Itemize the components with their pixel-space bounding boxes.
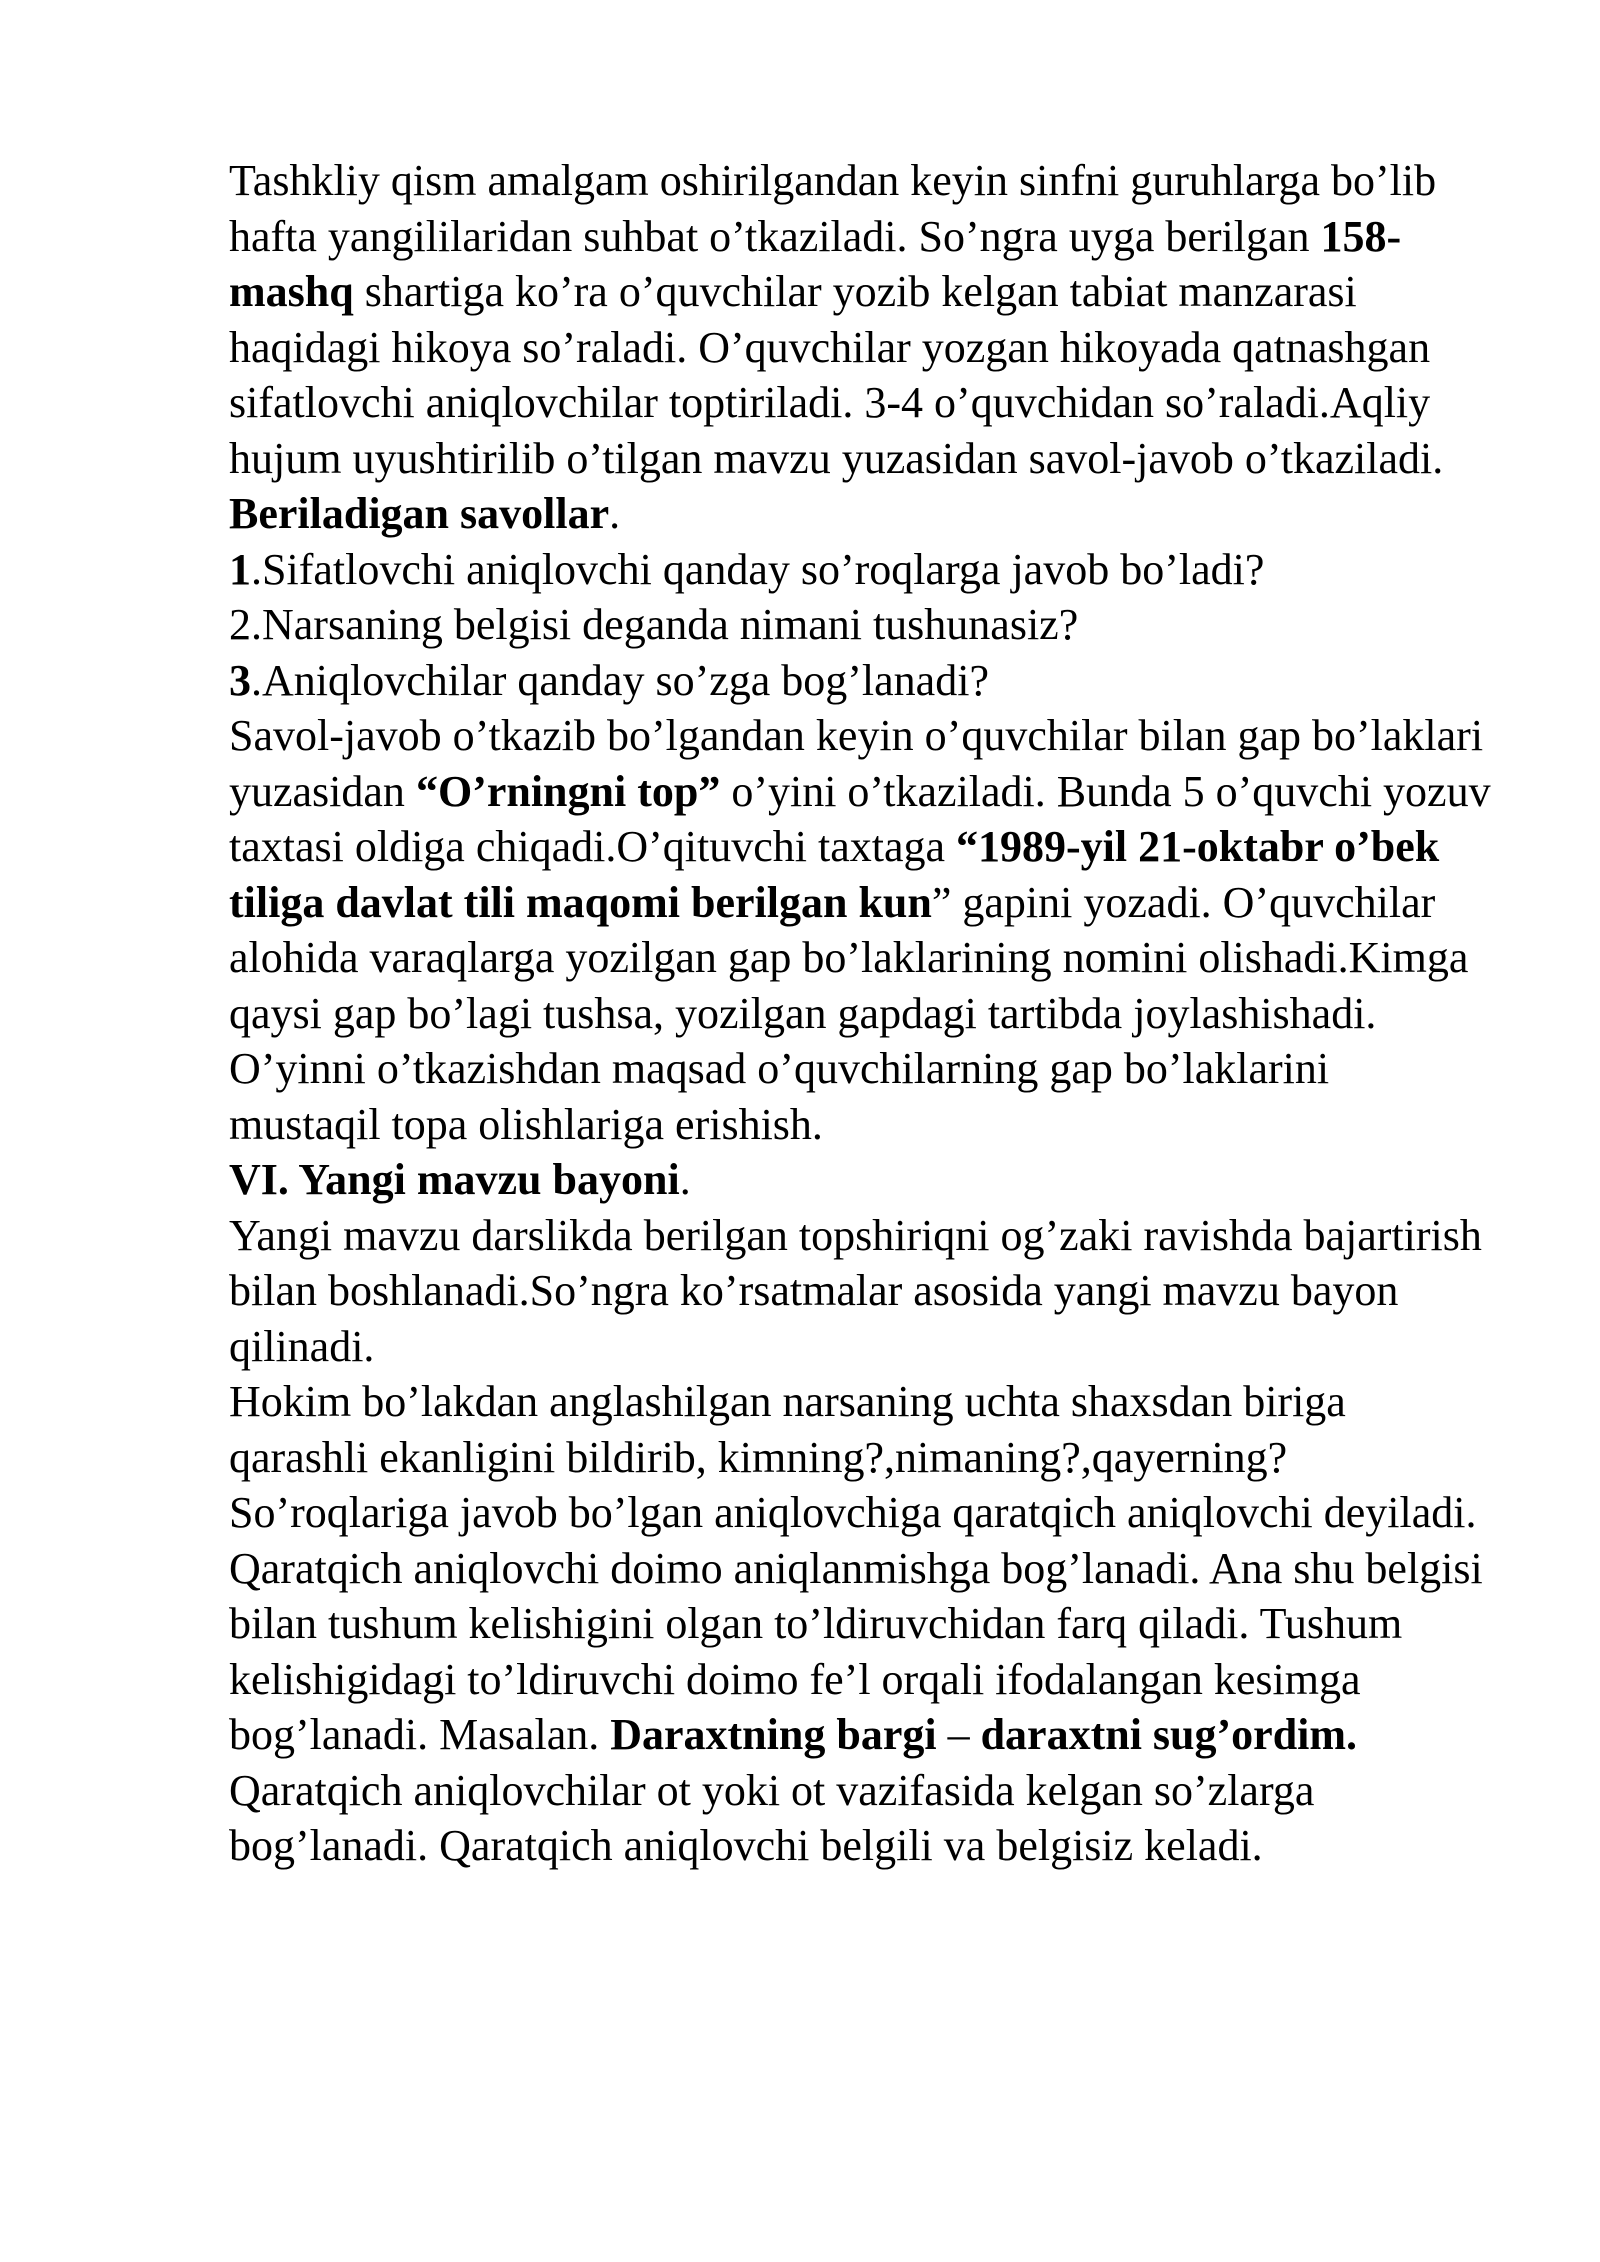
paragraph-intro: [229, 153, 1491, 486]
paragraph-definition: Hokim bo’lakdan anglashilgan narsaning uchta shaxsdan biriga qarashli ekanligini bildirib, kimning?,nimaning?,qayerning? So’roqlariga javob bo’lgan aniqlovchiga qaratqich aniqlovchi deyiladi.: [229, 1377, 1477, 1537]
example-dash: –: [936, 1710, 981, 1759]
example-text-1: Qaratqich aniqlovchi doimo aniqlanmishga bog’lanadi. Ana shu belgisi bilan tushum kelishigini olgan to’ldiruvchidan farq qiladi. Tushum kelishigidagi to’ldiruvchi doimo fe’l orqali ifodalangan kesimga bog’lanadi. Masalan.: [229, 1543, 1483, 1759]
exercise-reference: 158- mashq: [229, 211, 1402, 316]
section-heading-text: VI. Yangi mavzu bayoni: [229, 1155, 680, 1204]
example-bold-2: daraxtni sug’ordim.: [980, 1710, 1358, 1759]
questions-heading-text: Beriladigan savollar: [229, 489, 610, 538]
question-3-text: .Aniqlovchilar qanday so’zga bog’lanadi?: [251, 655, 989, 705]
paragraph-example: [229, 1541, 1491, 1763]
example-bold-1: Daraxtning bargi: [610, 1710, 937, 1759]
intro-text-2: shartiga ko’ra o’quvchilar yozib kelgan tabiat manzarasi haqidagi hikoya so’raladi. O’quvchilar yozgan hikoyada qatnashgan sifatlovchi aniqlovchilar toptiriladi. 3-4 o’quvchidan so’raladi.Aqliy hujum uyushtirilib o’tilgan mavzu yuzasidan savol-javob o’tkaziladi.: [229, 267, 1444, 483]
question-2: [229, 597, 1491, 653]
board-sentence: “1989-yil 21-oktabr o’bek tiliga davlat tili maqomi berilgan kun: [229, 822, 1440, 927]
question-2-text: 2.Narsaning belgisi deganda nimani tushunasiz?: [229, 600, 1079, 649]
question-1-text: .Sifatlovchi aniqlovchi qanday so’roqlarga javob bo’ladi?: [251, 544, 1265, 594]
intro-text-1: Tashkliy qism amalgam oshirilgandan keyin sinfni guruhlarga bo’lib hafta yangililaridan suhbat o’tkaziladi. So’ngra uyga berilgan: [229, 156, 1437, 261]
game-text-2: o’yini o’tkaziladi. Bunda 5 o’quvchi yozuv taxtasi oldiga chiqadi.O’qituvchi taxtaga: [229, 766, 1491, 871]
question-3: [229, 653, 1491, 709]
game-text-3: ” gapini yozadi. O’quvchilar alohida varaqlarga yozilgan gap bo’laklarining nomini olishadi.Kimga qaysi gap bo’lagi tushsa, yozilgan gapdagi tartibda joylashishadi. O’yinni o’tkazishdan maqsad o’quvchilarning gap bo’laklarini mustaqil topa olishlariga erishish.: [229, 877, 1469, 1149]
paragraph-final: Qaratqich aniqlovchilar ot yoki ot vazifasida kelgan so’zlarga bog’lanadi. Qaratqich aniqlovchi belgili va belgisiz keladi.: [229, 1765, 1315, 1870]
question-1-number: 1: [229, 544, 251, 594]
game-text-1: Savol-javob o’tkazib bo’lgandan keyin o’quvchilar bilan gap bo’laklari yuzasidan: [229, 711, 1484, 816]
paragraph-game: [229, 708, 1491, 1152]
questions-heading-tail: .: [609, 489, 621, 538]
questions-heading: [229, 486, 1491, 542]
section-heading: [229, 1152, 1491, 1208]
question-1: [229, 542, 1491, 598]
document-page: [229, 153, 1491, 1874]
question-3-number: 3: [229, 655, 251, 705]
section-heading-tail: .: [679, 1155, 691, 1204]
paragraph-new-topic: Yangi mavzu darslikda berilgan topshiriqni og’zaki ravishda bajartirish bilan boshlanadi.So’ngra ko’rsatmalar asosida yangi mavzu bayon qilinadi.: [229, 1210, 1482, 1371]
game-title: “O’rningni top”: [415, 766, 721, 816]
